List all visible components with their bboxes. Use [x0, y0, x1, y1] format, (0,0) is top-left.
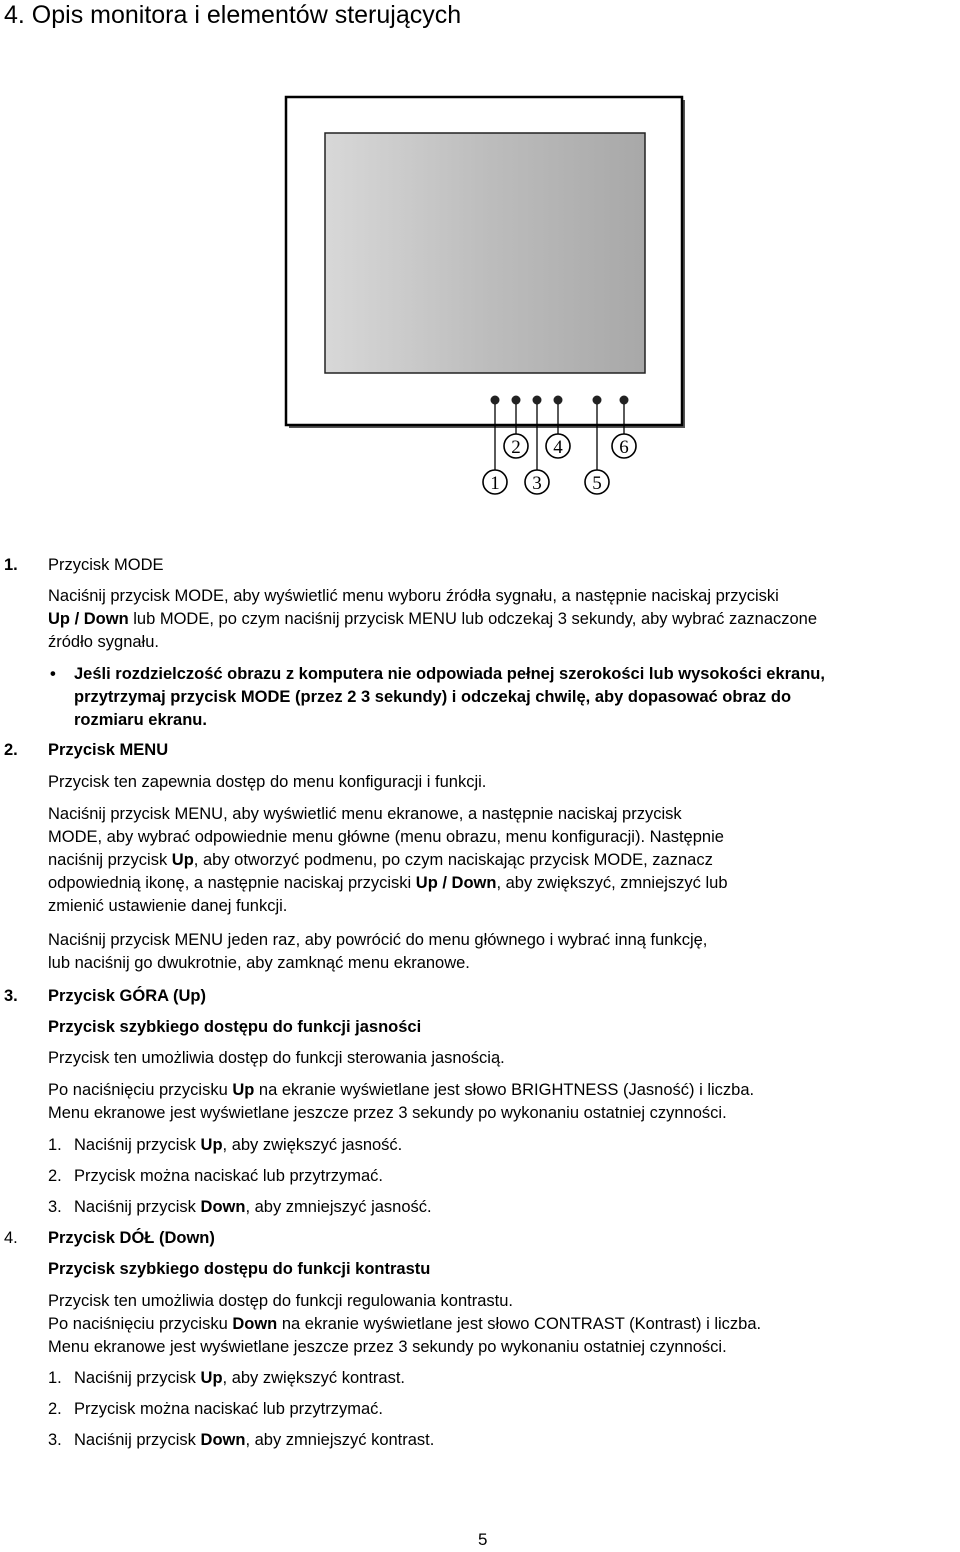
section-4-list-item: 3. — [48, 1431, 62, 1449]
callout-4: 4 — [553, 437, 563, 458]
callout-3: 3 — [532, 473, 542, 494]
section-3-heading: Przycisk GÓRA (Up) — [48, 987, 207, 1005]
section-4-list-item-text: Naciśnij przycisk Down, aby zmniejszyć kontrast. — [74, 1431, 435, 1449]
section-2-p1: Przycisk ten zapewnia dostęp do menu konfiguracji i funkcji. — [48, 773, 487, 791]
section-4-list-item-text: Naciśnij przycisk Up, aby zwiększyć kontrast. — [74, 1369, 406, 1387]
page-number: 5 — [478, 1530, 488, 1549]
section-3-p1: Przycisk ten umożliwia dostęp do funkcji sterowania jasnością. — [48, 1049, 505, 1067]
callout-1: 1 — [490, 473, 500, 494]
section-3-number: 3. — [4, 987, 18, 1005]
section-3-p2-line1: Po naciśnięciu przycisku Up na ekranie wyświetlane jest słowo BRIGHTNESS (Jasność) i liczba. — [48, 1081, 755, 1099]
bullet-line1: Jeśli rozdzielczość obrazu z komputera nie odpowiada pełnej szerokości lub wysokości ekranu, — [74, 665, 825, 683]
page-title: 4. Opis monitora i elementów sterujących — [4, 1, 462, 29]
section-3-p2-line2: Menu ekranowe jest wyświetlane jeszcze przez 3 sekundy po wykonaniu ostatniej czynności. — [48, 1104, 727, 1122]
section-1-number: 1. — [4, 556, 18, 574]
section-1-heading: Przycisk MODE — [48, 556, 164, 574]
button-4 — [554, 396, 563, 405]
section-2-p2-line1: Naciśnij przycisk MENU, aby wyświetlić menu ekranowe, a następnie naciskaj przycisk — [48, 805, 682, 823]
section-4-number: 4. — [4, 1229, 18, 1247]
section-2-p3-line2: lub naciśnij go dwukrotnie, aby zamknąć menu ekranowe. — [48, 954, 470, 972]
section-1-p1-line1: Naciśnij przycisk MODE, aby wyświetlić menu wyboru źródła sygnału, a następnie naciskaj przyciski — [48, 587, 779, 605]
button-1 — [491, 396, 500, 405]
callout-5: 5 — [592, 473, 602, 494]
button-6 — [620, 396, 629, 405]
section-4-p2-line2: Menu ekranowe jest wyświetlane jeszcze przez 3 sekundy po wykonaniu ostatniej czynności. — [48, 1338, 727, 1356]
callout-6: 6 — [619, 437, 629, 458]
section-2-p3-line1: Naciśnij przycisk MENU jeden raz, aby powrócić do menu głównego i wybrać inną funkcję, — [48, 931, 708, 949]
section-2-p2-line3: naciśnij przycisk Up, aby otworzyć podmenu, po czym naciskając przycisk MODE, zaznacz — [48, 851, 713, 869]
section-2-p2-line4: odpowiednią ikonę, a następnie naciskaj przyciski Up / Down, aby zwiększyć, zmniejszyć lub — [48, 874, 728, 892]
section-3-list-item-text: Naciśnij przycisk Down, aby zmniejszyć jasność. — [74, 1198, 432, 1216]
monitor-figure — [280, 88, 690, 513]
section-2-heading: Przycisk MENU — [48, 741, 169, 759]
button-5 — [593, 396, 602, 405]
section-3-list-item: 2. — [48, 1167, 62, 1185]
callout-2: 2 — [511, 437, 521, 458]
bullet-mark: • — [50, 665, 56, 683]
section-1-p1-line2: Up / Down lub MODE, po czym naciśnij przycisk MENU lub odczekaj 3 sekundy, aby wybrać zaznaczone — [48, 610, 818, 628]
section-1-p1-line3: źródło sygnału. — [48, 633, 159, 651]
section-3-list-item-text: Przycisk można naciskać lub przytrzymać. — [74, 1167, 383, 1185]
section-2-number: 2. — [4, 741, 18, 759]
section-3-list-item: 1. — [48, 1136, 62, 1154]
section-4-list-item: 1. — [48, 1369, 62, 1387]
section-4-p1: Przycisk ten umożliwia dostęp do funkcji regulowania kontrastu. — [48, 1292, 513, 1310]
section-2-p2-line5: zmienić ustawienie danej funkcji. — [48, 897, 288, 915]
section-4-list-item: 2. — [48, 1400, 62, 1418]
section-4-heading: Przycisk DÓŁ (Down) — [48, 1229, 215, 1247]
section-3-subheading: Przycisk szybkiego dostępu do funkcji jasności — [48, 1018, 422, 1036]
section-4-list-item-text: Przycisk można naciskać lub przytrzymać. — [74, 1400, 383, 1418]
button-3 — [533, 396, 542, 405]
section-3-list-item-text: Naciśnij przycisk Up, aby zwiększyć jasność. — [74, 1136, 403, 1154]
monitor-screen — [325, 133, 645, 373]
section-2-p2-line2: MODE, aby wybrać odpowiednie menu główne (menu obrazu, menu konfiguracji). Następnie — [48, 828, 724, 846]
bullet-line2: przytrzymaj przycisk MODE (przez 2 3 sekundy) i odczekaj chwilę, aby dopasować obraz do — [74, 688, 792, 706]
button-2 — [512, 396, 521, 405]
section-4-p2-line1: Po naciśnięciu przycisku Down na ekranie wyświetlane jest słowo CONTRAST (Kontrast) i liczba. — [48, 1315, 762, 1333]
section-3-list-item: 3. — [48, 1198, 62, 1216]
section-4-subheading: Przycisk szybkiego dostępu do funkcji kontrastu — [48, 1260, 431, 1278]
bullet-line3: rozmiaru ekranu. — [74, 711, 207, 729]
monitor-diagram — [280, 88, 690, 508]
